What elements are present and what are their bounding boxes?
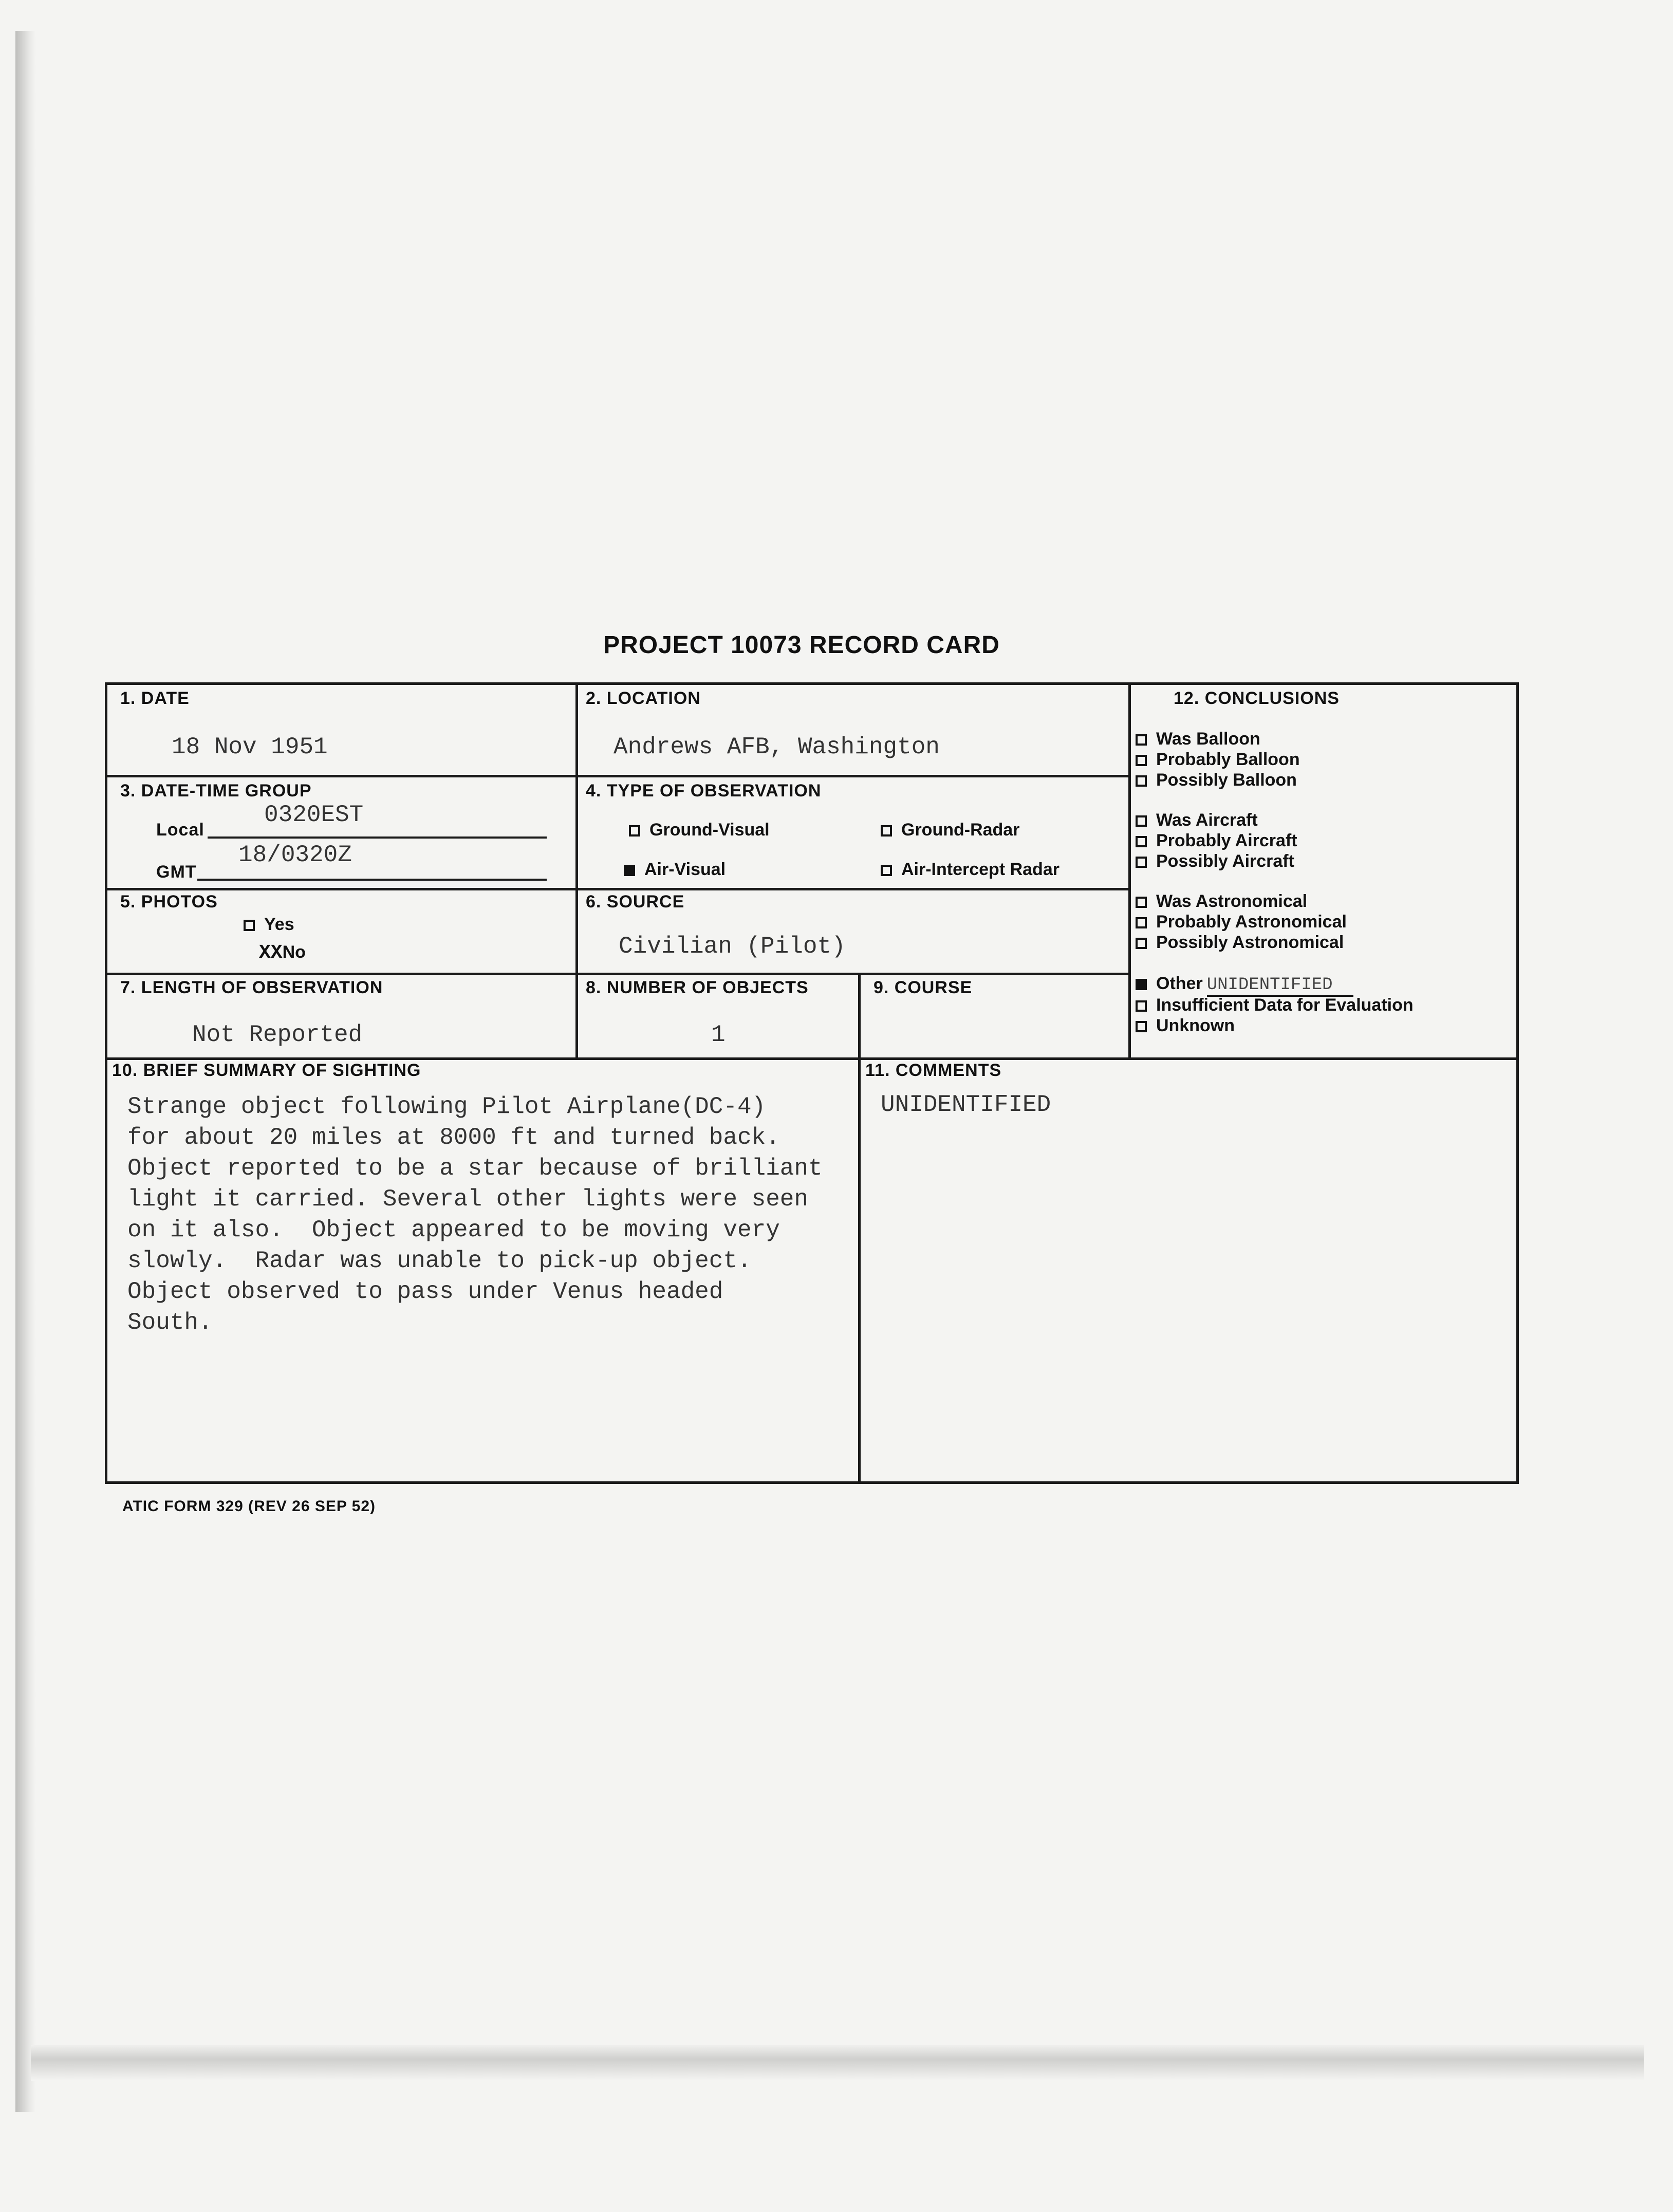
page-shadow-left xyxy=(15,31,36,2112)
conclusion-text: Possibly Aircraft xyxy=(1156,851,1294,871)
conclusion-was-aircraft xyxy=(1136,810,1258,830)
ground-radar-option xyxy=(881,820,1019,840)
conclusion-other-label: Other xyxy=(1156,974,1203,993)
conclusions-label: 12. CONCLUSIONS xyxy=(1174,689,1340,708)
conclusion-text: Was Aircraft xyxy=(1156,810,1258,830)
conclusion-insufficient-data xyxy=(1136,995,1414,1015)
conclusion-checkbox[interactable] xyxy=(1136,1021,1147,1032)
conclusion-text: Was Balloon xyxy=(1156,729,1260,749)
photos-no-option xyxy=(259,942,306,964)
conclusion-other xyxy=(1136,973,1353,995)
divider-v-2 xyxy=(858,975,861,1057)
ground-visual-option xyxy=(629,820,770,840)
local-underline xyxy=(208,837,547,839)
conclusion-text: Probably Balloon xyxy=(1156,750,1300,769)
frame-left xyxy=(105,682,107,1484)
conclusion-checkbox[interactable] xyxy=(1136,1000,1147,1012)
ground-visual-checkbox[interactable] xyxy=(629,825,640,837)
divider-v-1 xyxy=(575,682,578,1057)
form-footer: ATIC FORM 329 (REV 26 SEP 52) xyxy=(122,1498,376,1515)
conclusion-text: Possibly Balloon xyxy=(1156,770,1297,790)
summary-line: on it also. Object appeared to be moving very xyxy=(127,1217,780,1243)
number-of-objects-label: 8. NUMBER OF OBJECTS xyxy=(586,978,809,997)
local-time-value: 0320EST xyxy=(264,802,364,828)
ground-radar-checkbox[interactable] xyxy=(881,825,892,837)
conclusion-checkbox-checked[interactable] xyxy=(1136,979,1147,990)
photos-no-mark[interactable]: XX xyxy=(259,942,283,964)
divider-h-2 xyxy=(105,888,1131,890)
conclusion-possibly-astronomical xyxy=(1136,932,1344,953)
divider-h-4 xyxy=(105,1057,1519,1060)
conclusion-checkbox[interactable] xyxy=(1136,734,1147,746)
frame-bottom xyxy=(105,1481,1519,1484)
conclusion-checkbox[interactable] xyxy=(1136,775,1147,787)
air-visual-checkbox-checked[interactable] xyxy=(624,865,635,876)
brief-summary-label: 10. BRIEF SUMMARY OF SIGHTING xyxy=(112,1061,421,1080)
photos-label: 5. PHOTOS xyxy=(120,892,218,912)
source-label: 6. SOURCE xyxy=(586,892,685,912)
divider-v-conclusions xyxy=(1128,682,1131,1057)
summary-line: slowly. Radar was unable to pick-up object. xyxy=(127,1248,752,1274)
photos-yes-checkbox[interactable] xyxy=(244,920,255,931)
conclusion-possibly-aircraft xyxy=(1136,851,1294,871)
frame-right xyxy=(1516,682,1519,1484)
conclusion-text: Probably Aircraft xyxy=(1156,831,1297,850)
summary-line: light it carried. Several other lights were seen xyxy=(127,1186,809,1213)
conclusion-text: Probably Astronomical xyxy=(1156,912,1347,932)
source-value: Civilian (Pilot) xyxy=(619,933,846,960)
page-shadow-bottom xyxy=(31,2045,1644,2081)
conclusion-checkbox[interactable] xyxy=(1136,836,1147,847)
conclusion-was-astronomical xyxy=(1136,891,1307,912)
length-of-observation-label: 7. LENGTH OF OBSERVATION xyxy=(120,978,383,997)
air-intercept-radar-text: Air-Intercept Radar xyxy=(901,860,1059,879)
gmt-time-value: 18/0320Z xyxy=(238,842,352,868)
air-intercept-radar-option xyxy=(881,860,1059,880)
conclusion-checkbox[interactable] xyxy=(1136,755,1147,766)
summary-line: Strange object following Pilot Airplane(DC-4) xyxy=(127,1093,766,1120)
summary-line: Object reported to be a star because of brilliant xyxy=(127,1155,823,1182)
frame-top xyxy=(105,682,1519,685)
air-visual-text: Air-Visual xyxy=(644,860,726,879)
location-value: Andrews AFB, Washington xyxy=(614,734,940,760)
conclusion-text: Unknown xyxy=(1156,1016,1235,1035)
conclusion-checkbox[interactable] xyxy=(1136,857,1147,868)
ground-visual-text: Ground-Visual xyxy=(649,820,770,840)
summary-line: South. xyxy=(127,1309,213,1336)
card-title: PROJECT 10073 RECORD CARD xyxy=(603,631,1000,659)
conclusion-text: Insufficient Data for Evaluation xyxy=(1156,995,1414,1015)
conclusion-text: Was Astronomical xyxy=(1156,891,1308,911)
conclusion-probably-astronomical xyxy=(1136,912,1347,932)
divider-h-3 xyxy=(105,973,1131,975)
conclusion-possibly-balloon xyxy=(1136,770,1297,790)
type-of-observation-label: 4. TYPE OF OBSERVATION xyxy=(586,781,822,801)
ground-radar-text: Ground-Radar xyxy=(901,820,1020,840)
summary-line: Object observed to pass under Venus headed xyxy=(127,1278,723,1305)
conclusion-was-balloon xyxy=(1136,729,1260,749)
conclusion-unknown xyxy=(1136,1015,1235,1036)
gmt-underline xyxy=(197,879,547,881)
conclusion-text: Possibly Astronomical xyxy=(1156,933,1344,952)
conclusion-checkbox[interactable] xyxy=(1136,815,1147,827)
air-visual-option xyxy=(624,860,726,880)
date-time-group-label: 3. DATE-TIME GROUP xyxy=(120,781,312,801)
number-of-objects-value: 1 xyxy=(711,1021,726,1048)
conclusion-probably-aircraft xyxy=(1136,830,1297,851)
photos-no-text: No xyxy=(282,942,306,962)
location-label: 2. LOCATION xyxy=(586,689,701,708)
record-card xyxy=(105,682,1519,1484)
conclusion-checkbox[interactable] xyxy=(1136,917,1147,928)
conclusion-other-value: UNIDENTIFIED xyxy=(1207,975,1353,997)
conclusion-checkbox[interactable] xyxy=(1136,938,1147,949)
comments-label: 11. COMMENTS xyxy=(865,1061,1002,1080)
divider-v-3 xyxy=(858,1057,861,1484)
date-label: 1. DATE xyxy=(120,689,190,708)
local-label: Local xyxy=(156,820,205,840)
gmt-label: GMT xyxy=(156,862,197,882)
length-of-observation-value: Not Reported xyxy=(192,1021,363,1048)
date-value: 18 Nov 1951 xyxy=(172,734,328,760)
conclusion-probably-balloon xyxy=(1136,749,1300,770)
conclusion-checkbox[interactable] xyxy=(1136,897,1147,908)
photos-yes-text: Yes xyxy=(264,915,294,934)
air-intercept-radar-checkbox[interactable] xyxy=(881,865,892,876)
divider-h-1 xyxy=(105,775,1131,777)
summary-line: for about 20 miles at 8000 ft and turned back. xyxy=(127,1124,780,1151)
course-label: 9. COURSE xyxy=(873,978,973,997)
photos-yes-option xyxy=(244,915,294,935)
comments-value: UNIDENTIFIED xyxy=(881,1091,1051,1118)
